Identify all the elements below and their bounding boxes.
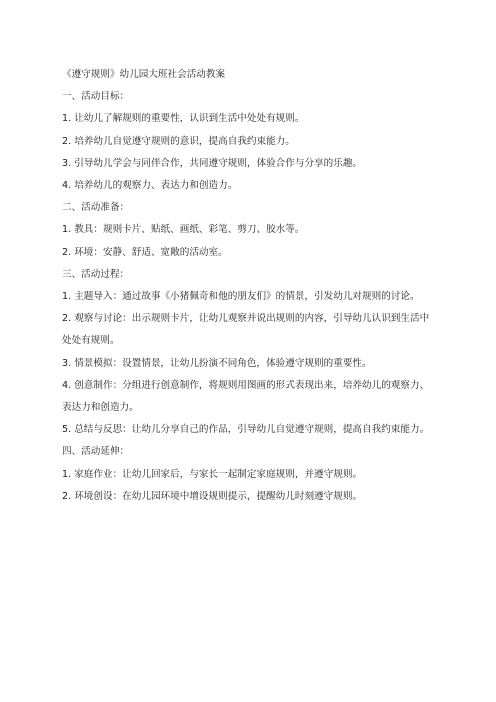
preparation-item: 1. 教具：规则卡片、贴纸、画纸、彩笔、剪刀、胶水等。 — [62, 224, 305, 236]
document-title: 《遵守规则》幼儿园大班社会活动教案 — [62, 69, 226, 80]
process-item: 5. 总结与反思：让幼儿分享自己的作品，引导幼儿自觉遵守规则，提高自我约束能力。 — [62, 424, 430, 436]
goal-item: 1. 让幼儿了解规则的重要性，认识到生活中处处有规则。 — [62, 113, 305, 125]
goal-item: 3. 引导幼儿学会与同伴合作，共同遵守规则，体验合作与分享的乐趣。 — [62, 157, 363, 169]
process-item: 1. 主题导入：通过故事《小猪佩奇和他的朋友们》的情景，引发幼儿对规则的讨论。 — [62, 291, 420, 303]
preparation-item: 2. 环境：安静、舒适、宽敞的活动室。 — [62, 246, 228, 258]
process-item: 3. 情景模拟：设置情景，让幼儿扮演不同角色，体验遵守规则的重要性。 — [62, 357, 372, 369]
extension-item: 2. 环境创设：在幼儿园环境中增设规则提示，提醒幼儿时刻遵守规则。 — [62, 490, 363, 502]
extension-item: 1. 家庭作业：让幼儿回家后，与家长一起制定家庭规则，并遵守规则。 — [62, 468, 363, 480]
goal-item: 2. 培养幼儿自觉遵守规则的意识，提高自我约束能力。 — [62, 135, 295, 147]
section-heading-preparation: 二、活动准备： — [62, 202, 130, 214]
section-heading-process: 三、活动过程： — [62, 268, 130, 280]
process-item: 2. 观察与讨论：出示规则卡片，让幼儿观察并说出规则的内容，引导幼儿认识到生活中处处有规则。 — [62, 313, 430, 347]
section-heading-extension: 四、活动延伸： — [62, 446, 130, 458]
section-heading-goals: 一、活动目标： — [62, 91, 130, 103]
process-item: 4. 创意制作：分组进行创意制作，将规则用图画的形式表现出来，培养幼儿的观察力、表达力和创造力。 — [62, 379, 430, 414]
goal-item: 4. 培养幼儿的观察力、表达力和创造力。 — [62, 180, 238, 192]
document-body — [62, 64, 434, 508]
